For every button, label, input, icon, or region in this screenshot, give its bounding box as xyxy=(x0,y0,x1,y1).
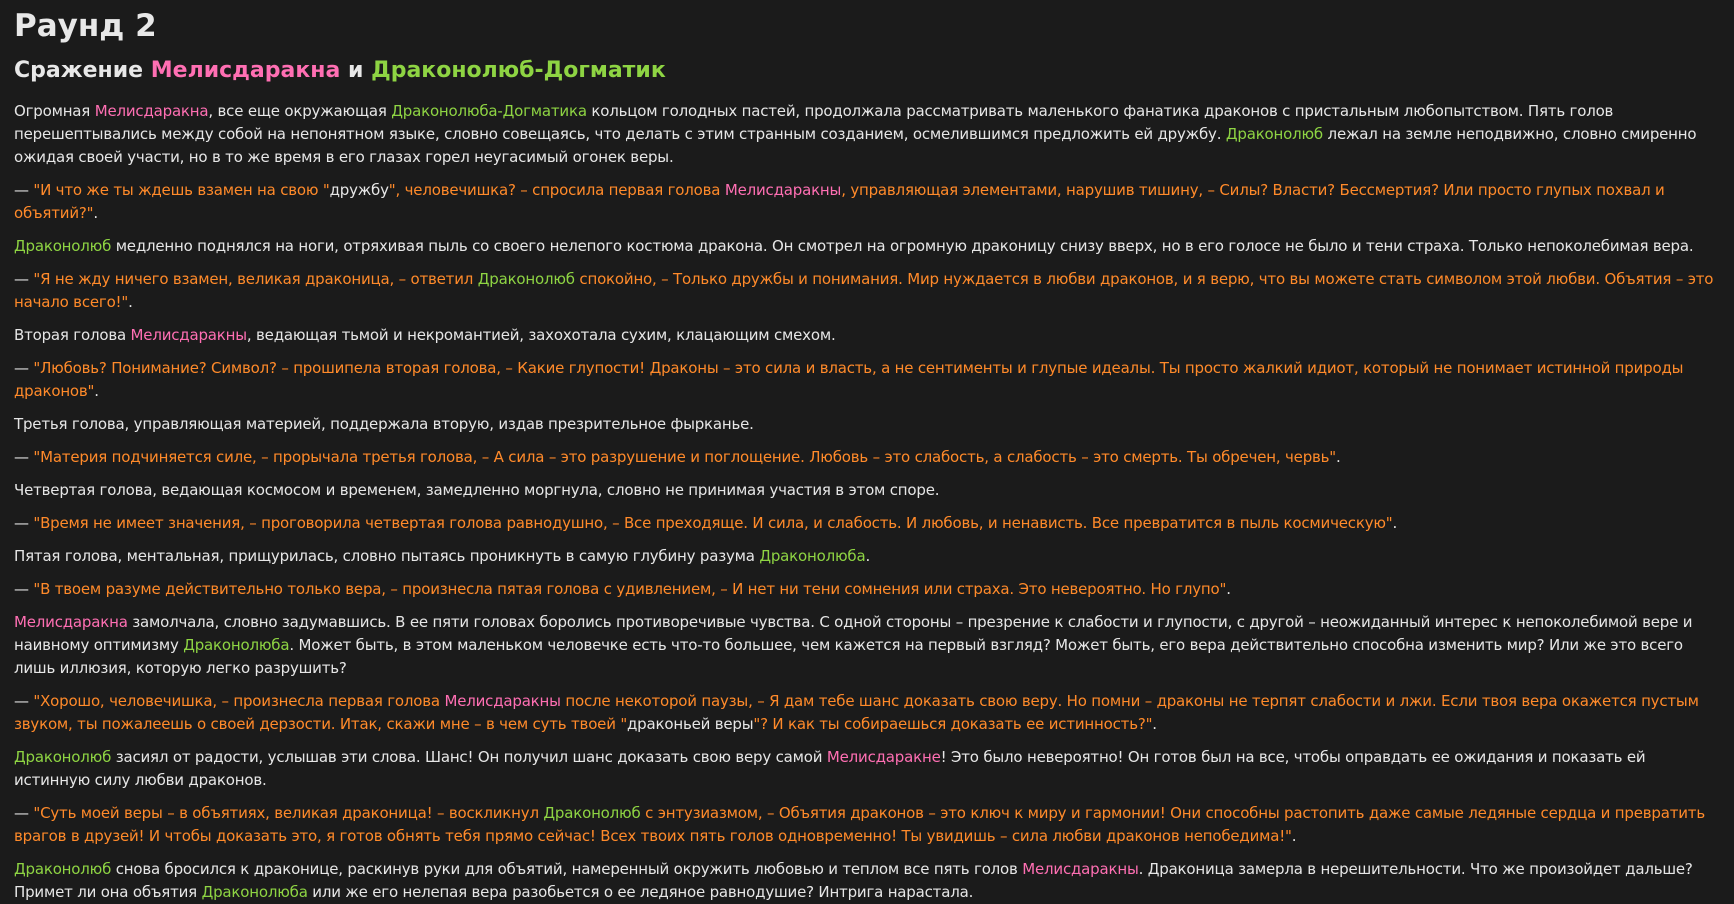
battle-conjunction: и xyxy=(348,58,364,83)
dialogue-text: спокойно, – Только дружбы и понимания. Мир нуждается в любви драконов, и я верю, что вы можете стать символом этой любви. Объятия – это начало всего!" xyxy=(14,270,1714,311)
narration-text: Четвертая голова, ведающая космосом и временем, замедленно моргнула, словно не принимая участия в этом споре. xyxy=(14,481,940,499)
story-paragraph xyxy=(14,357,1720,403)
character-name-melisdarakna: Мелисдаракны xyxy=(724,181,842,199)
fighter-2-name: Драконолюб-Догматик xyxy=(371,58,666,83)
character-name-drakonolyub: Драконолюб xyxy=(14,748,112,766)
narration-text: . xyxy=(1291,827,1297,845)
character-name-melisdarakna: Мелисдаракна xyxy=(94,102,209,120)
character-name-melisdarakna: Мелисдаракны xyxy=(1022,860,1139,878)
battle-heading xyxy=(14,56,1720,86)
narration-text: . xyxy=(865,547,871,565)
character-name-melisdarakna: Мелисдаракны xyxy=(444,692,561,710)
dialogue-text: "В твоем разуме действительно только вера, – произнесла пятая голова с удивлением, – И нет ни тени сомнения или страха. Это невероятно. Но глупо" xyxy=(33,580,1227,598)
narration-text: — xyxy=(14,692,34,710)
narration-text: . xyxy=(93,204,98,222)
narration-text: . xyxy=(128,293,133,311)
narration-text: засиял от радости, услышав эти слова. Шанс! Он получил шанс доказать свою веру самой xyxy=(111,748,827,766)
narration-text: — xyxy=(14,270,34,288)
dialogue-text: "Хорошо, человечишка, – произнесла первая голова xyxy=(33,692,445,710)
story-paragraph xyxy=(14,324,1720,347)
character-name-drakonolyub: Драконолюб xyxy=(14,860,112,878)
narration-text: , ведающая тьмой и некромантией, захохотала сухим, клацающим смехом. xyxy=(246,326,836,344)
narration-text: ! Это было невероятно! Он готов был на все, чтобы оправдать ее ожидания и показать ей истинную силу любви драконов. xyxy=(14,748,1646,789)
story-paragraph xyxy=(14,545,1720,568)
character-name-drakonolyub: Драконолюб xyxy=(1225,125,1323,143)
narration-text: . Может быть, в этом маленьком человечке есть что-то большее, чем кажется на первый взгляд? Может быть, его вера действительно способна изменить мир? Или же это всего лишь иллюзия, которую легко разрушить? xyxy=(14,636,1683,677)
story-paragraph xyxy=(14,512,1720,535)
story-paragraph xyxy=(14,578,1720,601)
narration-text: медленно поднялся на ноги, отряхивая пыль со своего нелепого костюма дракона. Он смотрел на огромную драконицу снизу вверх, но в его голосе не было и тени страха. Только непоколебимая вера. xyxy=(111,237,1694,255)
story-paragraph xyxy=(14,235,1720,258)
narration-text: — xyxy=(14,804,34,822)
character-name-drakonolyub: Драконолюб xyxy=(543,804,641,822)
narration-text: дружбу xyxy=(329,181,389,199)
story-body xyxy=(14,100,1720,904)
narration-text: — xyxy=(14,181,34,199)
narration-text: . Драконица замерла в нерешительности. Что же произойдет дальше? Примет ли она объятия xyxy=(14,860,1693,901)
narration-text: замолчала, словно задумавшись. В ее пяти головах боролись противоречивые чувства. С одной стороны – презрение к слабости и глупости, с другой – неожиданный интерес к непоколебимой вере и наивному оптимизму xyxy=(14,613,1693,654)
character-name-drakonolyub: Драконолюба xyxy=(201,883,308,901)
story-paragraph xyxy=(14,413,1720,436)
narration-text: , все еще окружающая xyxy=(208,102,392,120)
story-paragraph xyxy=(14,690,1720,736)
dialogue-text: "Материя подчиняется силе, – прорычала третья голова, – А сила – это разрушение и поглощение. Любовь – это слабость, а слабость – это смерть. Ты обречен, червь" xyxy=(33,448,1336,466)
battle-prefix: Сражение xyxy=(14,58,144,83)
narration-text: Пятая голова, ментальная, прищурилась, словно пытаясь проникнуть в самую глубину разума xyxy=(14,547,760,565)
dialogue-text: "? И как ты собираешься доказать ее истинность?" xyxy=(753,715,1153,733)
story-paragraph xyxy=(14,446,1720,469)
narration-text: — xyxy=(14,514,34,532)
story-paragraph xyxy=(14,746,1720,792)
fighter-1-name: Мелисдаракна xyxy=(150,58,341,83)
story-paragraph xyxy=(14,268,1720,314)
story-paragraph xyxy=(14,100,1720,169)
character-name-drakonolyub: Драконолюб xyxy=(14,237,112,255)
narration-text: — xyxy=(14,359,34,377)
narration-text: снова бросился к драконице, раскинув руки для объятий, намеренный окружить любовью и теплом все пять голов xyxy=(111,860,1023,878)
story-paragraph xyxy=(14,802,1720,848)
narration-text: . xyxy=(1152,715,1157,733)
dialogue-text: "Я не жду ничего взамен, великая драконица, – ответил xyxy=(33,270,478,288)
character-name-drakonolyub: Драконолюба xyxy=(183,636,290,654)
round-title: Раунд 2 xyxy=(14,8,157,44)
character-name-drakonolyub: Драконолюба-Догматика xyxy=(391,102,587,120)
dialogue-text: "Суть моей веры – в объятиях, великая драконица! – воскликнул xyxy=(33,804,544,822)
character-name-melisdarakna: Мелисдаракне xyxy=(826,748,941,766)
story-paragraph xyxy=(14,479,1720,502)
character-name-melisdarakna: Мелисдаракны xyxy=(130,326,247,344)
dialogue-text: "Время не имеет значения, – проговорила четвертая голова равнодушно, – Все преходяще. И сила, и слабость. И любовь, и ненависть. Все превратится в пыль космическую" xyxy=(33,514,1393,532)
dialogue-text: , управляющая элементами, нарушив тишину, – Силы? Власти? Бессмертия? Или просто глупых похвал и объятий?" xyxy=(14,181,1665,222)
character-name-drakonolyub: Драконолюба xyxy=(759,547,866,565)
narration-text: . xyxy=(1392,514,1398,532)
narration-text: кольцом голодных пастей, продолжала рассматривать маленького фанатика драконов с пристальным любопытством. Пять голов перешептывались между собой на непонятном языке, словно совещаясь, что делать с этим странным созданием, осмелившимся предложить ей дружбу. xyxy=(14,102,1614,143)
character-name-drakonolyub: Драконолюб xyxy=(477,270,575,288)
story-paragraph xyxy=(14,611,1720,680)
narration-text: лежал на земле неподвижно, словно смиренно ожидая своей участи, но в то же время в его глазах горел неугасимый огонек веры. xyxy=(14,125,1697,166)
narration-text: Третья голова, управляющая материей, поддержала вторую, издав презрительное фырканье. xyxy=(14,415,754,433)
dialogue-text: ", человечишка? – спросила первая голова xyxy=(388,181,725,199)
narration-text: Огромная xyxy=(14,102,95,120)
narration-text: — xyxy=(14,448,34,466)
dialogue-text: с энтузиазмом, – Объятия драконов – это ключ к миру и гармонии! Они способны растопить даже самые ледяные сердца и превратить врагов в друзей! И чтобы доказать это, я готов обнять тебя прямо сейчас! Всех твоих пять голов одновременно! Ты увидишь – сила любви драконов непобедима!" xyxy=(14,804,1705,845)
narration-text: — xyxy=(14,580,34,598)
dialogue-text: "И что же ты ждешь взамен на свою " xyxy=(33,181,330,199)
story-paragraph xyxy=(14,179,1720,225)
narration-text: . xyxy=(1336,448,1341,466)
narration-text: или же его нелепая вера разобьется о ее ледяное равнодушие? Интрига нарастала. xyxy=(307,883,974,901)
character-name-melisdarakna: Мелисдаракна xyxy=(14,613,128,631)
narration-text: . xyxy=(1226,580,1231,598)
dialogue-text: после некоторой паузы, – Я дам тебе шанс доказать свою веру. Но помни – драконы не терпят слабости и лжи. Если твоя вера окажется пустым звуком, ты пожалеешь о своей дерзости. Итак, скажи мне – в чем суть твоей " xyxy=(14,692,1699,733)
story-paragraph xyxy=(14,858,1720,904)
narration-text: Вторая голова xyxy=(14,326,131,344)
narration-text: драконьей веры xyxy=(627,715,754,733)
dialogue-text: "Любовь? Понимание? Символ? – прошипела вторая голова, – Какие глупости! Драконы – это сила и власть, а не сентименты и глупые идеалы. Ты просто жалкий идиот, который не понимает истинной природы драконов" xyxy=(14,359,1684,400)
narration-text: . xyxy=(94,382,99,400)
